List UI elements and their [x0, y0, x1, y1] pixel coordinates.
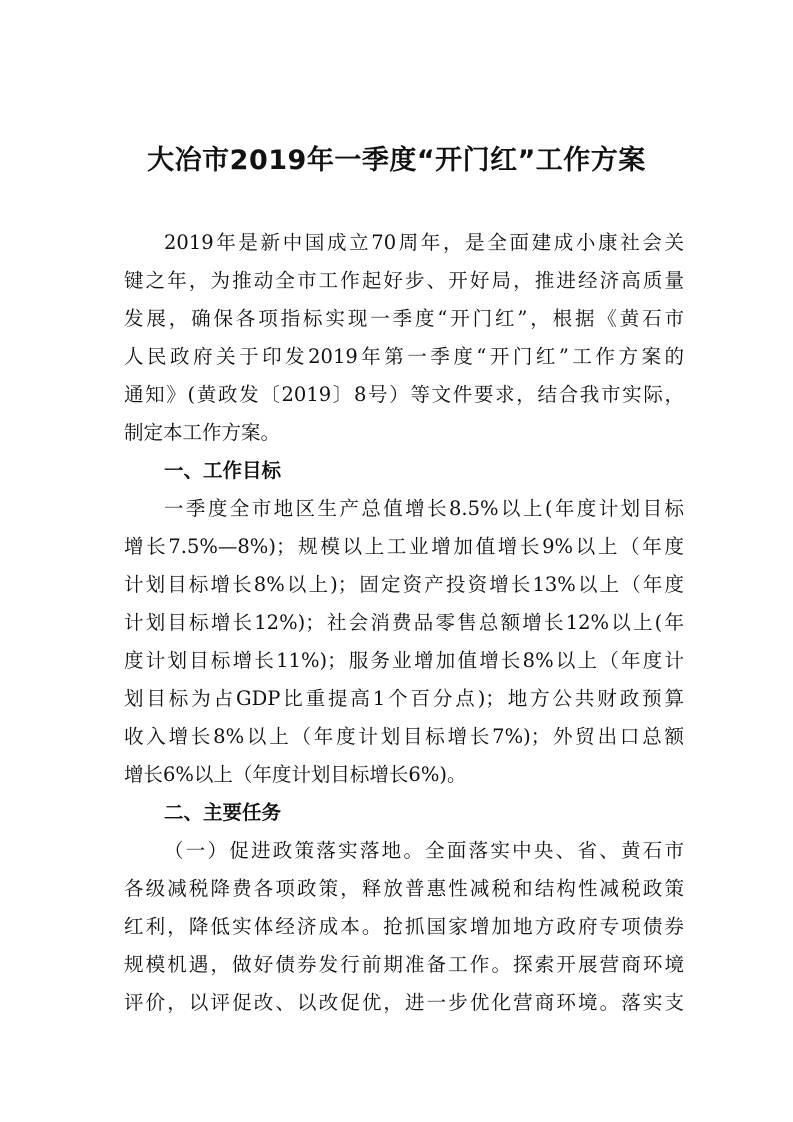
goals-line-5: 度计划目标增长11%)；服务业增加值增长8%以上（年度计 — [124, 649, 684, 672]
tasks-line-3: 红利，降低实体经济成本。抢抓国家增加地方政府专项债券 — [124, 915, 684, 938]
section-heading-goals: 一、工作目标 — [164, 459, 282, 482]
intro-line-6: 制定本工作方案。 — [124, 421, 281, 444]
intro-line-1: 2019年是新中国成立70周年，是全面建成小康社会关 — [164, 231, 684, 254]
section-heading-tasks: 二、主要任务 — [164, 801, 282, 824]
goals-line-1: 一季度全市地区生产总值增长8.5%以上(年度计划目标 — [164, 497, 684, 520]
intro-line-2: 键之年，为推动全市工作起好步、开好局，推进经济高质量 — [124, 269, 684, 292]
goals-line-8: 增长6%以上（年度计划目标增长6%)。 — [124, 763, 467, 786]
intro-line-5: 通知》(黄政发〔2019〕8号）等文件要求，结合我市实际， — [124, 383, 684, 406]
tasks-line-5: 评价，以评促改、以改促优，进一步优化营商环境。落实支 — [124, 991, 684, 1014]
goals-line-4: 计划目标增长12%)；社会消费品零售总额增长12%以上(年 — [124, 611, 684, 634]
goals-line-2: 增长7.5%—8%)；规模以上工业增加值增长9%以上（年度 — [124, 535, 684, 558]
goals-line-3: 计划目标增长8%以上)；固定资产投资增长13%以上（年度 — [124, 573, 684, 596]
tasks-line-2: 各级减税降费各项政策，释放普惠性减税和结构性减税政策 — [124, 877, 684, 900]
goals-line-7: 收入增长8%以上（年度计划目标增长7%)；外贸出口总额 — [124, 725, 684, 748]
intro-line-4: 人民政府关于印发2019年第一季度“开门红”工作方案的 — [124, 345, 684, 368]
document-title: 大冶市2019年一季度“开门红”工作方案 — [147, 145, 646, 176]
intro-line-3: 发展，确保各项指标实现一季度“开门红”，根据《黄石市 — [124, 307, 684, 330]
tasks-line-4: 规模机遇，做好债券发行前期准备工作。探索开展营商环境 — [124, 953, 684, 976]
tasks-line-1: （一）促进政策落实落地。全面落实中央、省、黄石市 — [164, 839, 684, 862]
goals-line-6: 划目标为占GDP比重提高1个百分点)；地方公共财政预算 — [124, 687, 684, 710]
